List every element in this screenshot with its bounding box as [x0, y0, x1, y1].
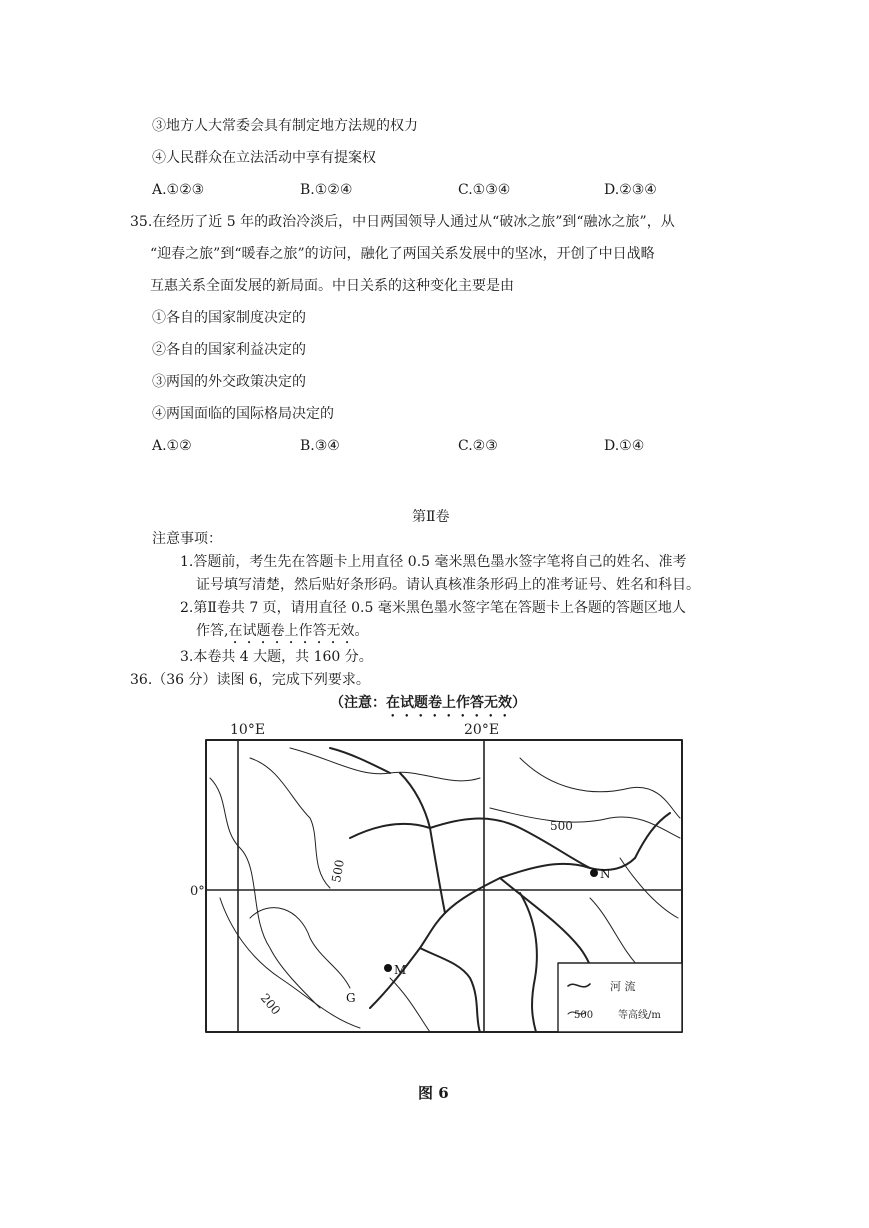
note-1-line-2: 证号填写清楚，然后贴好条形码。请认真核准条形码上的准考证号、姓名和科目。 [196, 577, 700, 593]
q35-item-1: ①各自的国家制度决定的 [152, 310, 306, 326]
point-g-label: G [346, 991, 356, 1005]
q36-warning-open: （注意： [330, 695, 386, 711]
q35-stem-line-2: “迎春之旅”到“暖春之旅”的访问，融化了两国关系发展中的坚冰，开创了中日战略 [150, 246, 655, 262]
q34-option-d: D.②③④ [604, 182, 657, 198]
q35-option-a: A.①② [152, 438, 192, 454]
q34-option-b: B.①②④ [300, 182, 353, 198]
q35-option-b: B.③④ [300, 438, 340, 454]
legend-contour-text: 等高线/m [618, 1010, 661, 1021]
q36-warning-close: ） [512, 695, 526, 711]
part2-title: 第Ⅱ卷 [412, 509, 450, 525]
label-equator: 0° [190, 884, 205, 899]
figure-caption: 图 6 [418, 1084, 449, 1102]
note-2-line-1: 2.第Ⅱ卷共 7 页，请用直径 0.5 毫米黑色墨水签字笔在答题卡上各题的答题区地人 [180, 600, 686, 616]
q35-option-d: D.①④ [604, 438, 645, 454]
notice-title: 注意事项： [152, 531, 222, 547]
q35-option-c: C.②③ [458, 438, 498, 454]
q34-item-3: ③地方人大常委会具有制定地方法规的权力 [152, 118, 418, 134]
contour-label-200: 200 [257, 990, 284, 1018]
contour-label-500-east: 500 [550, 819, 573, 833]
map-figure [190, 718, 690, 1048]
note-2-line-2 [196, 622, 368, 647]
note-2-prefix: 作答, [196, 623, 229, 639]
q35-stem-line-3: 互惠关系全面发展的新局面。中日关系的这种变化主要是由 [150, 278, 514, 294]
q34-item-4: ④人民群众在立法活动中享有提案权 [152, 150, 376, 166]
contour-label-500-west: 500 [329, 858, 347, 884]
q34-option-a: A.①②③ [152, 182, 205, 198]
map-legend [558, 963, 682, 1032]
note-3: 3.本卷共 4 大题，共 160 分。 [180, 649, 373, 665]
label-20e: 20°E [464, 722, 500, 738]
legend-contour-value: 500 [574, 1010, 594, 1021]
point-n-label: N [600, 867, 611, 881]
note-1-line-1: 1.答题前，考生先在答题卡上用直径 0.5 毫米黑色墨水签字笔将自己的姓名、准考 [180, 554, 687, 570]
q36-warning-dotted: 在试题卷上作答无效 [386, 695, 512, 711]
q35-item-3: ③两国的外交政策决定的 [152, 374, 306, 390]
point-m-marker [384, 964, 392, 972]
q34-option-c: C.①③④ [458, 182, 511, 198]
q35-stem-line-1: 35.在经历了近 5 年的政治冷淡后，中日两国领导人通过从“破冰之旅”到“融冰之旅”，从 [130, 214, 675, 230]
legend-river-text: 河 流 [610, 980, 636, 993]
point-n-marker [590, 869, 598, 877]
point-m-label: M [394, 963, 407, 977]
note-2-dotted: 在试题卷上作答无效 [228, 623, 355, 639]
q35-item-2: ②各自的国家利益决定的 [152, 342, 306, 358]
note-2-suffix: 。 [354, 623, 369, 639]
q36-warning [330, 694, 526, 720]
label-10e: 10°E [230, 722, 266, 738]
q35-item-4: ④两国面临的国际格局决定的 [152, 406, 334, 422]
q36-stem: 36.（36 分）读图 6，完成下列要求。 [130, 672, 370, 688]
